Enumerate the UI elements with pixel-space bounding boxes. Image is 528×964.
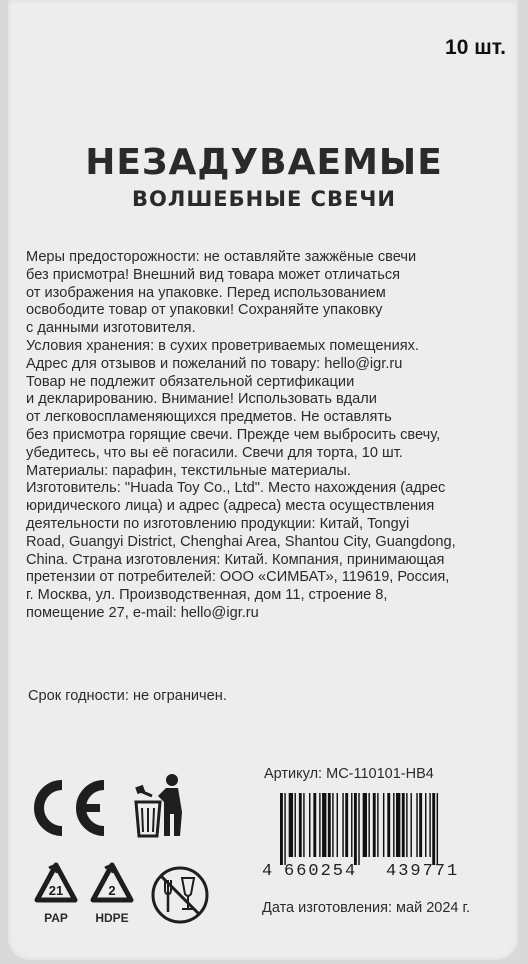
barcode-bar xyxy=(309,793,310,857)
barcode-bar xyxy=(354,793,357,865)
barcode-bar xyxy=(419,793,422,857)
description-line: China. Страна изготовления: Китай. Компания, принимающая xyxy=(26,551,445,568)
recycle-pap-code: 21 xyxy=(48,883,64,898)
description-line: Меры предосторожности: не оставляйте зажжёные свечи xyxy=(26,249,417,265)
description-line: без присмотра горящие свечи. Прежде чем выбросить свечу, xyxy=(26,426,441,443)
description-line: и декларированию. Внимание! Использовать вдали xyxy=(26,391,377,408)
barcode-bar xyxy=(425,793,426,857)
barcode-bar xyxy=(342,793,343,857)
description-line: Адрес для отзывов и пожеланий по товару: hello@igr.ru xyxy=(26,355,403,372)
trash-bin-icon xyxy=(130,772,186,840)
description-line: Условия хранения: в сухих проветриваемых помещениях. xyxy=(26,337,419,354)
description-line: от изображения на упаковке. Перед использованием xyxy=(26,284,386,301)
description-line: освободите товар от упаковки! Сохраняйте упаковку xyxy=(26,302,383,319)
recycle-hdpe-icon xyxy=(90,862,134,908)
barcode-bar xyxy=(393,793,394,857)
description-line: деятельности по изготовлению продукции: Китай, Tongyi xyxy=(26,515,410,532)
barcode-bar xyxy=(411,793,412,857)
description-line: Товар не подлежит обязательной сертификации xyxy=(26,373,355,390)
barcode-bar xyxy=(319,793,320,857)
barcode-bar xyxy=(299,793,302,857)
description-line: г. Москва, ул. Производственная, дом 11, строение 8, xyxy=(26,587,388,604)
barcode-bar xyxy=(437,793,438,865)
description-line: юридического лица) и адрес (адреса) места осуществления xyxy=(26,498,435,515)
barcode-bar xyxy=(373,793,376,857)
barcode-bar xyxy=(383,793,384,857)
barcode-bar xyxy=(402,793,405,857)
article-number: Артикул: MC-110101-HB4 xyxy=(264,766,434,782)
recycle-pap-icon xyxy=(34,862,78,908)
description-line: помещение 27, e-mail: hello@igr.ru xyxy=(26,604,259,621)
barcode-bar xyxy=(396,793,400,857)
not-food-contact-icon xyxy=(150,864,210,926)
description-line: без присмотра! Внешний вид товара может отличаться xyxy=(26,266,401,283)
barcode-bar xyxy=(313,793,316,857)
description-line: от легковоспламеняющихся предметов. Не оставлять xyxy=(26,409,392,426)
product-description xyxy=(26,249,516,623)
barcode-bar xyxy=(295,793,296,857)
manufacture-date: Дата изготовления: май 2024 г. xyxy=(262,900,471,916)
barcode-bar xyxy=(337,793,338,857)
barcode-bar xyxy=(280,793,283,865)
recycle-pap-label: PAP xyxy=(44,911,68,925)
product-title: НЕЗАДУВАЕМЫЕ xyxy=(85,142,443,183)
description-line: Изготовитель: "Huada Toy Co., Ltd". Место нахождения (адрес xyxy=(26,480,446,497)
barcode-bar xyxy=(387,793,390,857)
barcode-group-right: 439771 xyxy=(386,862,460,881)
barcode-bar xyxy=(432,793,435,865)
barcode-bar xyxy=(363,793,367,857)
barcode-digit-first: 4 xyxy=(262,862,273,881)
barcode-bar xyxy=(345,793,348,857)
barcode-bar xyxy=(377,793,378,857)
barcode-bar xyxy=(303,793,304,857)
recycle-hdpe-label: HDPE xyxy=(95,911,129,925)
barcode-bar xyxy=(351,793,352,857)
barcode-bar xyxy=(429,793,430,857)
barcode-bar xyxy=(284,793,285,865)
barcode-bar xyxy=(358,793,359,865)
description-line: с данными изготовителя. xyxy=(26,320,196,337)
barcode xyxy=(280,793,486,865)
barcode-bar xyxy=(332,793,333,857)
barcode-bar xyxy=(368,793,369,857)
barcode-bar xyxy=(322,793,326,857)
barcode-bar xyxy=(416,793,417,857)
description-line: убедитесь, что вы её погасили. Свечи для торта, 10 шт. xyxy=(26,444,403,461)
quantity-label: 10 шт. xyxy=(445,36,506,59)
description-line: Материалы: парафин, текстильные материалы. xyxy=(26,462,351,479)
barcode-bar xyxy=(328,793,331,857)
description-line: претензии от потребителей: ООО «СИМБАТ», 119619, Россия, xyxy=(26,569,450,586)
recycle-hdpe-code: 2 xyxy=(108,883,116,898)
product-subtitle: ВОЛШЕБНЫЕ СВЕЧИ xyxy=(132,187,396,211)
expiry-text: Срок годности: не ограничен. xyxy=(28,688,227,704)
barcode-bar xyxy=(289,793,293,857)
description-line: Road, Guangyi District, Chenghai Area, Shantou City, Guangdong, xyxy=(26,533,456,550)
barcode-bar xyxy=(406,793,407,857)
barcode-group-left: 660254 xyxy=(284,862,358,881)
ce-mark-icon xyxy=(26,777,110,839)
